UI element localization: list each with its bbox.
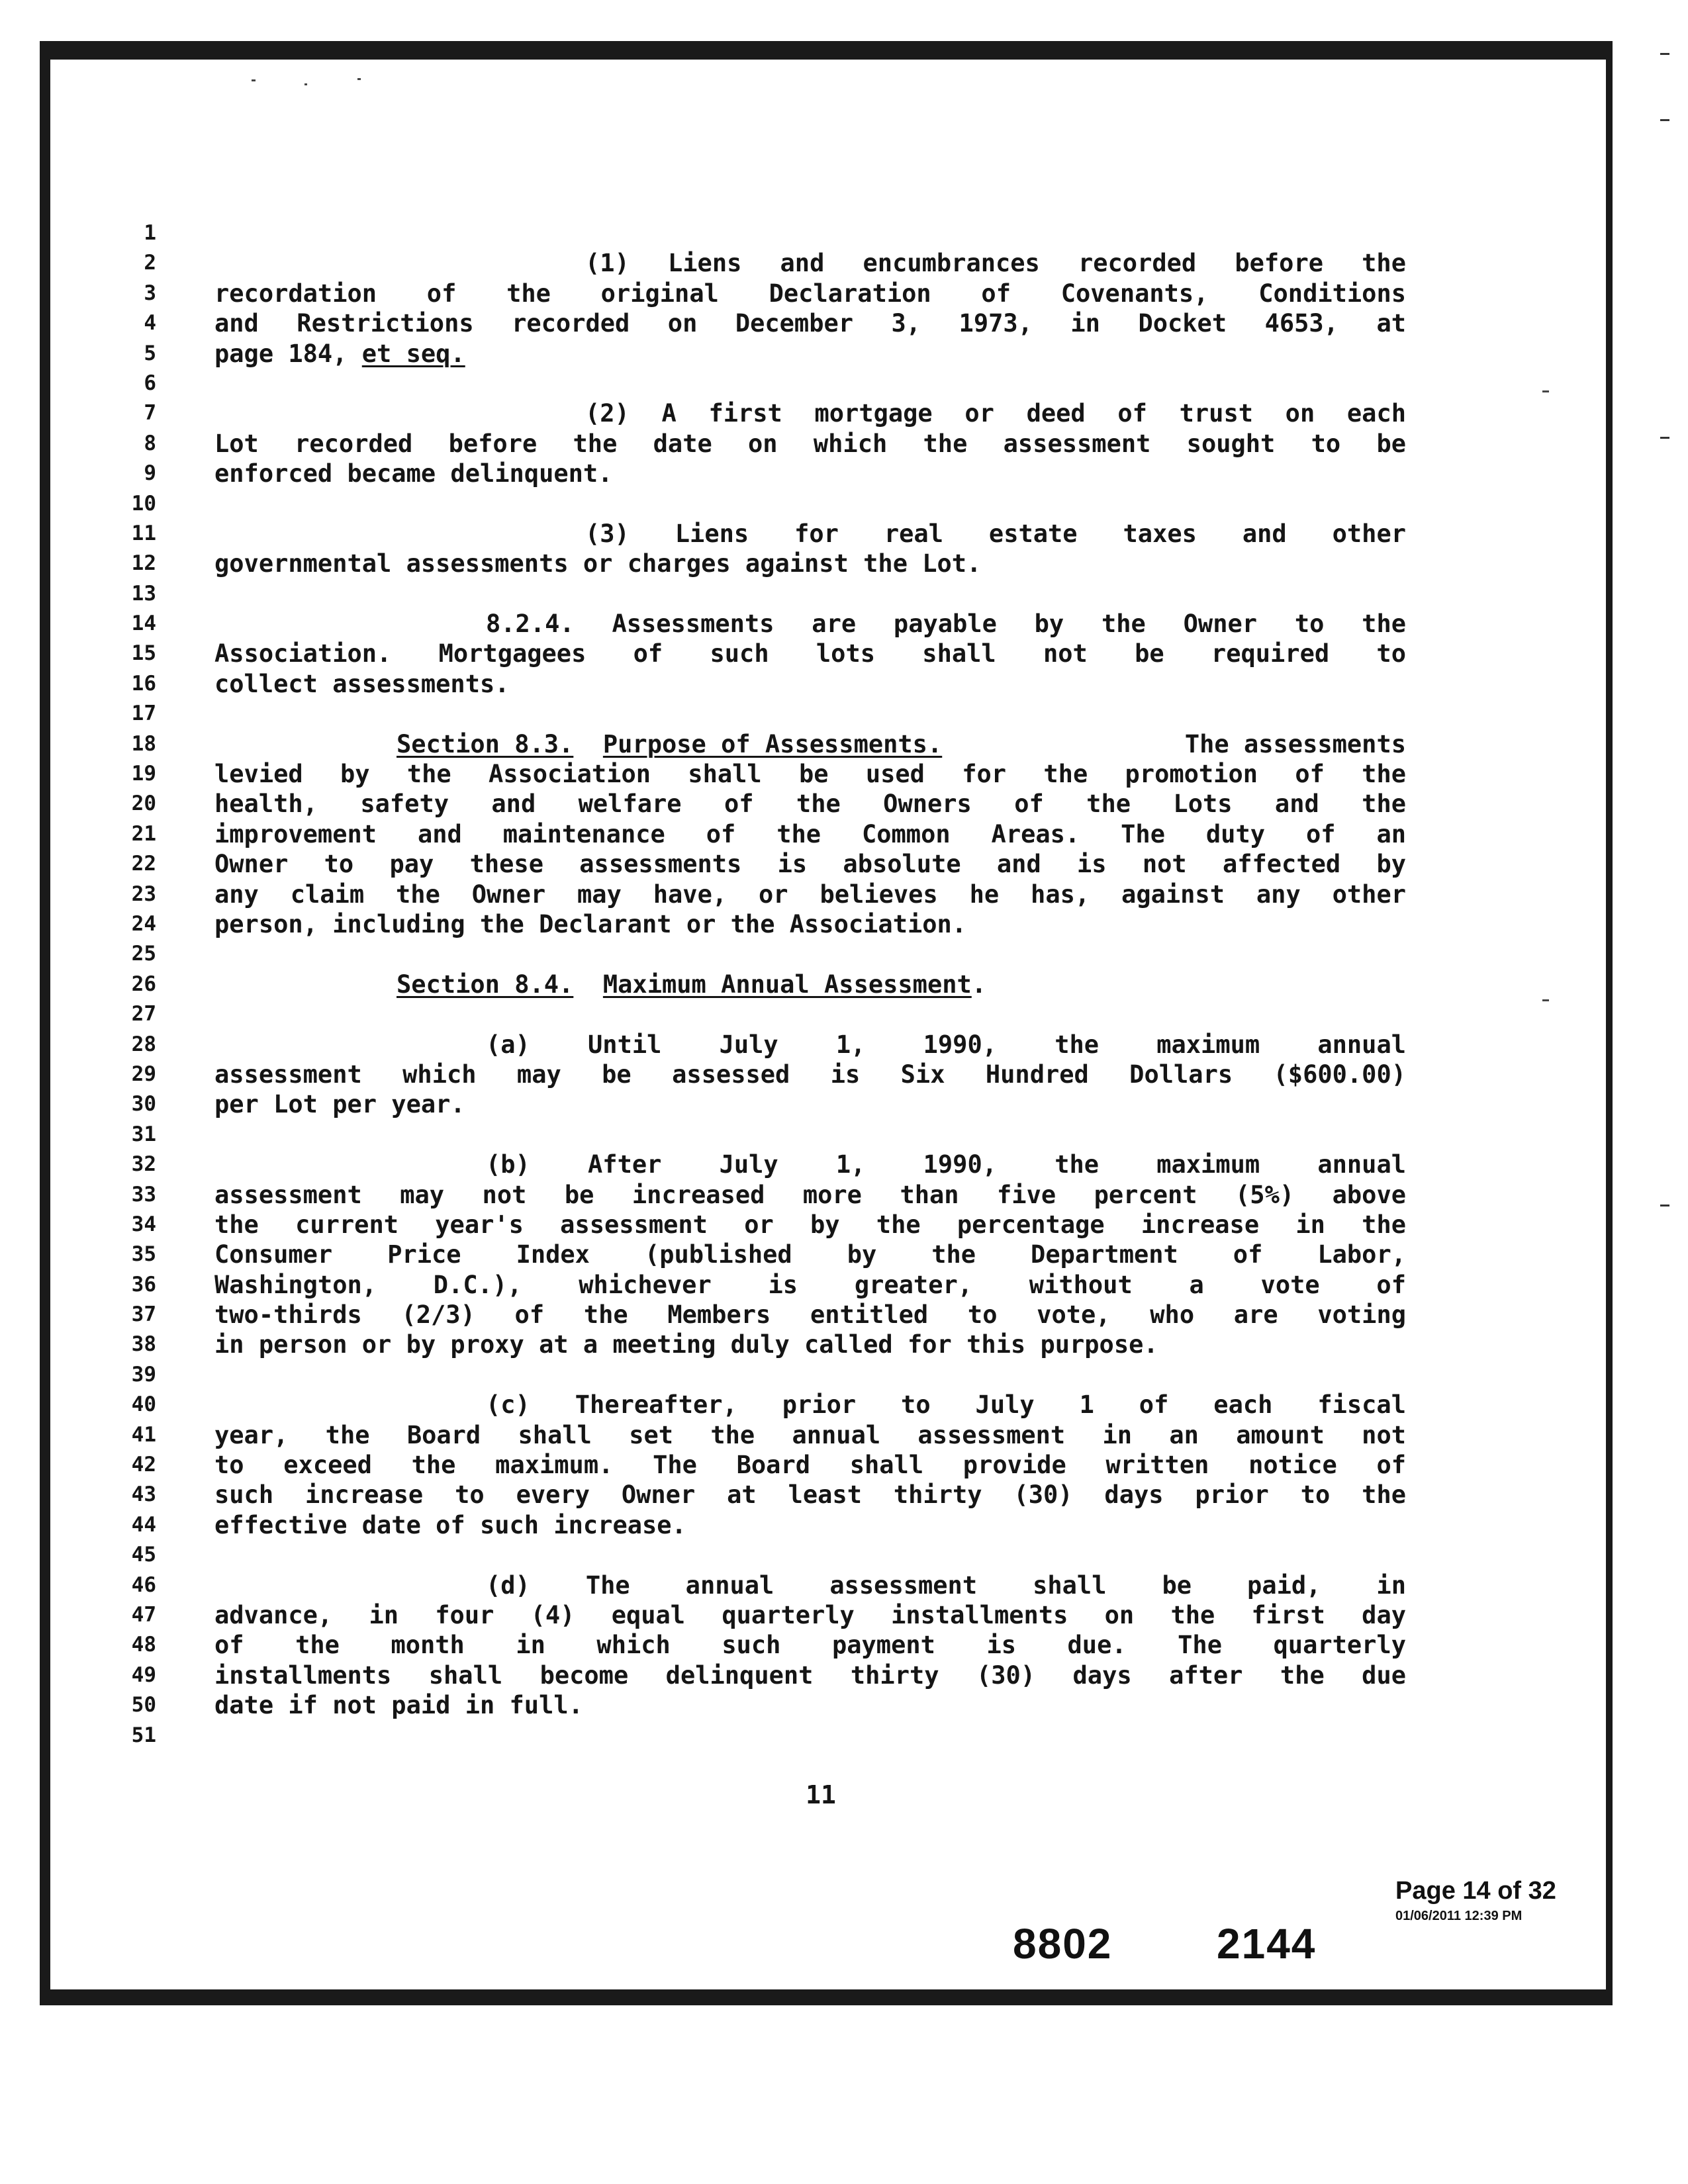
line-number: 35 xyxy=(131,1242,156,1267)
paragraph-line: installments shall become delinquent thirty (30) days after the due xyxy=(214,1661,1406,1690)
line-number: 33 xyxy=(131,1182,156,1206)
line-number: 51 xyxy=(131,1723,156,1747)
text-span: page 184, xyxy=(214,339,362,368)
paragraph-line: advance, in four (4) equal quarterly installments on the first day xyxy=(214,1600,1406,1629)
line-number: 37 xyxy=(131,1302,156,1327)
blank-line xyxy=(214,699,1406,729)
stamp-datetime: 01/06/2011 12:39 PM xyxy=(1395,1909,1523,1923)
line-number: 9 xyxy=(144,461,156,486)
blank-line xyxy=(214,999,1406,1029)
line-number: 24 xyxy=(131,911,156,936)
line-number: 29 xyxy=(131,1062,156,1086)
section-8-3-heading xyxy=(397,729,942,759)
line-number: 19 xyxy=(131,762,156,786)
blank-line xyxy=(214,218,1406,248)
paragraph-line: assessment may not be increased more than five percent (5%) above xyxy=(214,1180,1406,1209)
scan-artifact xyxy=(1542,390,1549,392)
line-numbers xyxy=(117,218,156,1751)
paragraph-line: governmental assessments or charges against the Lot. xyxy=(214,549,982,578)
paragraph-line: Washington, D.C.), whichever is greater, without a vote of xyxy=(214,1270,1406,1299)
paragraph-line: collect assessments. xyxy=(214,669,510,698)
line-number: 1 xyxy=(144,221,156,245)
line-number: 44 xyxy=(131,1512,156,1537)
scan-artifact xyxy=(305,83,307,85)
paragraph-line: Lot recorded before the date on which the assessment sought to be xyxy=(214,429,1406,458)
line-number: 25 xyxy=(131,942,156,966)
paragraph-line: Owner to pay these assessments is absolute and is not affected by xyxy=(214,850,1406,879)
line-number: 3 xyxy=(144,281,156,305)
scan-artifact xyxy=(252,79,256,81)
paragraph-line: per Lot per year. xyxy=(214,1090,465,1119)
paragraph-line xyxy=(214,339,1406,369)
et-seq-citation: et seq. xyxy=(361,339,465,368)
line-number: 32 xyxy=(131,1152,156,1177)
scan-artifact xyxy=(1660,437,1669,439)
section-title: Maximum Annual Assessment xyxy=(602,970,972,999)
line-number: 40 xyxy=(131,1392,156,1417)
scan-artifact xyxy=(1660,53,1669,55)
line-number: 34 xyxy=(131,1212,156,1236)
paragraph-line: (2) A first mortgage or deed of trust on each xyxy=(585,399,1406,428)
line-number: 2 xyxy=(144,251,156,275)
line-number: 11 xyxy=(131,521,156,545)
section-number: Section 8.4. xyxy=(397,970,574,999)
section-number: Section 8.3. xyxy=(397,729,574,758)
paragraph-line: levied by the Association shall be used for the promotion of the xyxy=(214,760,1406,789)
line-number: 28 xyxy=(131,1032,156,1056)
paragraph-line: year, the Board shall set the annual assessment in an amount not xyxy=(214,1420,1406,1449)
line-number: 8 xyxy=(144,431,156,455)
paragraph-line: enforced became delinquent. xyxy=(214,459,613,488)
line-number: 12 xyxy=(131,551,156,576)
paragraph-line: Consumer Price Index (published by the Department of Labor, xyxy=(214,1240,1406,1269)
scan-artifact xyxy=(357,78,361,80)
paragraph-line: of the month in which such payment is due. The quarterly xyxy=(214,1631,1406,1660)
line-number: 50 xyxy=(131,1693,156,1717)
paragraph-line: such increase to every Owner at least thirty (30) days prior to the xyxy=(214,1480,1406,1510)
blank-line xyxy=(214,1120,1406,1150)
page-count-stamp: Page 14 of 32 xyxy=(1395,1877,1556,1905)
blank-line xyxy=(214,369,1406,398)
line-number: 27 xyxy=(131,1002,156,1026)
section-title: Purpose of Assessments. xyxy=(602,729,943,758)
line-number: 17 xyxy=(131,702,156,726)
paragraph-line: improvement and maintenance of the Common Areas. The duty of an xyxy=(214,819,1406,848)
blank-line xyxy=(214,1540,1406,1570)
line-number: 26 xyxy=(131,972,156,996)
paragraph-line: (1) Liens and encumbrances recorded before the xyxy=(585,249,1406,278)
blank-line xyxy=(214,1360,1406,1390)
line-number: 22 xyxy=(131,852,156,876)
line-number: 49 xyxy=(131,1662,156,1687)
paragraph-line: (d) The annual assessment shall be paid, in xyxy=(486,1570,1406,1600)
line-number: 42 xyxy=(131,1453,156,1477)
paragraph-text: The assessments xyxy=(1184,729,1406,758)
paragraph-line: 8.2.4. Assessments are payable by the Owner to the xyxy=(486,610,1406,639)
scan-artifact xyxy=(1542,999,1549,1001)
section-heading-line xyxy=(214,729,1406,759)
paragraph-line: two-thirds (2/3) of the Members entitled to vote, who are voting xyxy=(214,1300,1406,1330)
blank-line xyxy=(214,489,1406,519)
section-8-4-heading xyxy=(214,970,1406,999)
scan-artifact xyxy=(1660,1205,1669,1206)
blank-line xyxy=(214,1721,1406,1751)
document-body xyxy=(214,218,1406,1751)
blank-line xyxy=(214,579,1406,609)
line-number: 31 xyxy=(131,1122,156,1146)
line-number: 13 xyxy=(131,581,156,606)
line-number: 14 xyxy=(131,612,156,636)
blank-line xyxy=(214,939,1406,969)
line-number: 41 xyxy=(131,1422,156,1447)
line-number: 4 xyxy=(144,311,156,336)
line-number: 15 xyxy=(131,641,156,666)
recording-page-number: 2144 xyxy=(1217,1920,1317,1968)
paragraph-line: (c) Thereafter, prior to July 1 of each fiscal xyxy=(486,1390,1406,1420)
paragraph-line: person, including the Declarant or the Association. xyxy=(214,909,967,938)
line-number: 46 xyxy=(131,1572,156,1597)
paragraph-line: any claim the Owner may have, or believes he has, against any other xyxy=(214,880,1406,909)
paragraph-line: health, safety and welfare of the Owners of the Lots and the xyxy=(214,790,1406,819)
paragraph-line: effective date of such increase. xyxy=(214,1510,686,1539)
line-number: 30 xyxy=(131,1092,156,1116)
line-number: 5 xyxy=(144,341,156,365)
line-number: 16 xyxy=(131,671,156,696)
line-number: 38 xyxy=(131,1332,156,1357)
section-period: . xyxy=(971,970,987,999)
line-number: 43 xyxy=(131,1482,156,1507)
paragraph-line: to exceed the maximum. The Board shall provide written notice of xyxy=(214,1451,1406,1480)
line-number: 7 xyxy=(144,401,156,426)
line-number: 21 xyxy=(131,821,156,846)
paragraph-line: (3) Liens for real estate taxes and other xyxy=(585,519,1406,548)
line-number: 6 xyxy=(144,371,156,395)
line-number: 48 xyxy=(131,1633,156,1657)
line-number: 18 xyxy=(131,731,156,756)
paragraph-line: date if not paid in full. xyxy=(214,1691,583,1720)
paragraph-line: recordation of the original Declaration of Covenants, Conditions xyxy=(214,279,1406,308)
paragraph-line: Association. Mortgagees of such lots shall not be required to xyxy=(214,639,1406,668)
paragraph-line: assessment which may be assessed is Six Hundred Dollars ($600.00) xyxy=(214,1060,1406,1089)
line-number: 36 xyxy=(131,1272,156,1297)
line-number: 10 xyxy=(131,491,156,516)
paragraph-line: and Restrictions recorded on December 3, 1973, in Docket 4653, at xyxy=(214,309,1406,338)
line-number: 39 xyxy=(131,1362,156,1387)
line-number: 45 xyxy=(131,1543,156,1567)
page-number: 11 xyxy=(806,1780,836,1809)
paragraph-line: (a) Until July 1, 1990, the maximum annual xyxy=(486,1030,1406,1059)
paragraph-line: (b) After July 1, 1990, the maximum annual xyxy=(486,1150,1406,1179)
paragraph-line: in person or by proxy at a meeting duly called for this purpose. xyxy=(214,1330,1158,1359)
scan-artifact xyxy=(1660,119,1669,121)
paragraph-line: the current year's assessment or by the percentage increase in the xyxy=(214,1210,1406,1239)
line-number: 47 xyxy=(131,1602,156,1627)
recording-book-number: 8802 xyxy=(1013,1920,1113,1968)
line-number: 23 xyxy=(131,882,156,906)
line-number: 20 xyxy=(131,792,156,816)
